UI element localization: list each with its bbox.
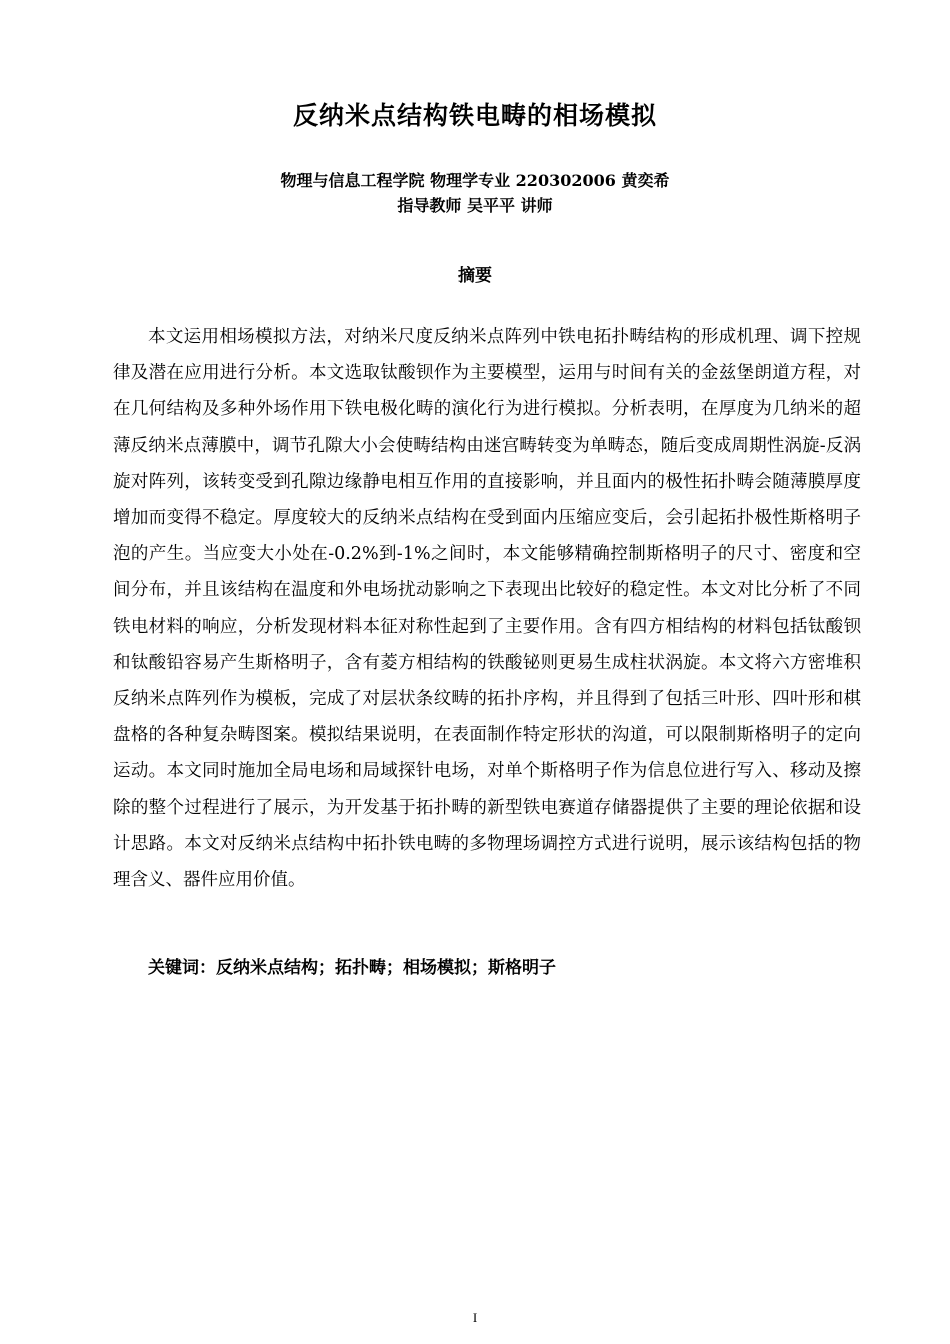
page-number: I xyxy=(472,1310,478,1325)
paper-title: 反纳米点结构铁电畴的相场模拟 xyxy=(292,101,657,130)
abstract-body: 本文运用相场模拟方法，对纳米尺度反纳米点阵列中铁电拓扑畴结构的形成机理、调下控规律及潜在应用进行分析。本文选取钛酸钡作为主要模型，运用与时间有关的金兹堡朗道方程，对在几何结构及多种外场作用下铁电极化畴的演化行为进行模拟。分析表明，在厚度为几纳米的超薄反纳米点薄膜中，调节孔隙大小会使畴结构由迷宫畴转变为单畴态，随后变成周期性涡旋-反涡旋对阵列，该转变受到孔隙边缘静电相互作用的直接影响，并且面内的极性拓扑畴会随薄膜厚度增加而变得不稳定。厚度较大的反纳米点结构在受到面内压缩应变后，会引起拓扑极性斯格明子泡的产生。当应变大小处在-0.2%到-1%之间时，本文能够精确控制斯格明子的尺寸、密度和空间分布，并且该结构在温度和外电场扰动影响之下表现出比较好的稳定性。本文对比分析了不同铁电材料的响应，分析发现材料本征对称性起到了主要作用。含有四方相结构的材料包括钛酸钡和钛酸铅容易产生斯格明子，含有菱方相结构的铁酸铋则更易生成柱状涡旋。本文将六方密堆积反纳米点阵列作为模板，完成了对层状条纹畴的拓扑序构，并且得到了包括三叶形、四叶形和棋盘格的各种复杂畴图案。模拟结果说明，在表面制作特定形状的沟道，可以限制斯格明子的定向运动。本文同时施加全局电场和局域探针电场，对单个斯格明子作为信息位进行写入、移动及擦除的整个过程进行了展示，为开发基于拓扑畴的新型铁电赛道存储器提供了主要的理论依据和设计思路。本文对反纳米点结构中拓扑铁电畴的多物理场调控方式进行说明，展示该结构包括的物理含义、器件应用价值。 xyxy=(113,327,861,891)
keywords: 关键词：反纳米点结构；拓扑畴；相场模拟；斯格明子 xyxy=(148,958,556,978)
author-info: 物理与信息工程学院 物理学专业 220302006 黄奕希 xyxy=(280,171,670,190)
advisor-info: 指导教师 吴平平 讲师 xyxy=(397,196,553,215)
abstract-heading: 摘要 xyxy=(458,266,492,286)
